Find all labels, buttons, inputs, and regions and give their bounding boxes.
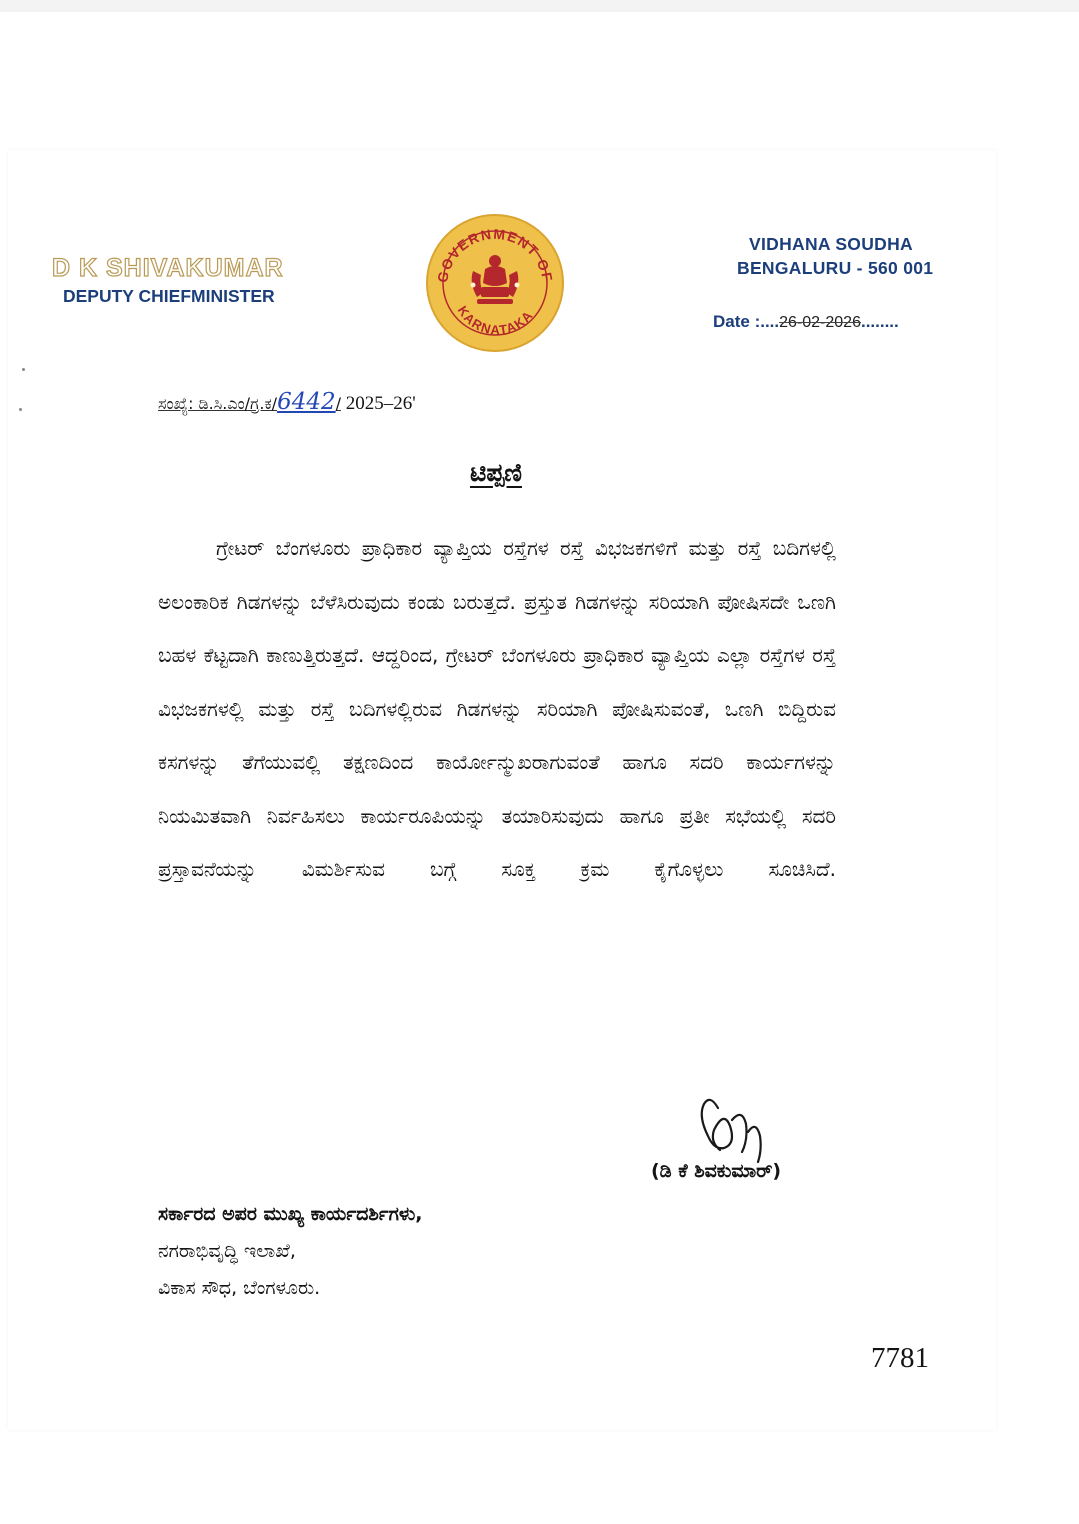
scan-top-band [0, 0, 1079, 12]
reference-prefix: ಸಂಖ್ಯೆ: ಡಿ.ಸಿ.ಎಂ/ಗ್ರ.ಕ/ [158, 394, 278, 413]
reference-handwritten-number: 6442 [277, 389, 336, 415]
date-suffix: ........ [860, 312, 899, 331]
scan-speck [19, 408, 22, 411]
government-seal [425, 213, 565, 353]
date-label: Date :.... [713, 312, 780, 331]
date-value: 26-02-2026 [779, 314, 861, 331]
handwritten-signature [690, 1090, 780, 1170]
seal-text-bottom: KARNATAKA [454, 303, 537, 338]
letterhead-designation: DEPUTY CHIEFMINISTER [63, 286, 275, 306]
seal-text-top: GOVERNMENT OF [434, 225, 556, 284]
reference-number [158, 389, 416, 415]
scan-speck [22, 368, 25, 371]
address-line-2: BENGALURU - 560 001 [737, 258, 934, 278]
addressee-block [158, 1196, 423, 1307]
addressee-line-1: ಸರ್ಕಾರದ ಅಪರ ಮುಖ್ಯ ಕಾರ್ಯದರ್ಶಿಗಳು, [158, 1203, 423, 1225]
letterhead-name: D K SHIVAKUMAR [52, 254, 284, 282]
signatory-name: (ಡಿ ಕೆ ಶಿವಕುಮಾರ್) [651, 1160, 782, 1182]
address-line-1: VIDHANA SOUDHA [749, 234, 913, 254]
reference-separator: / [335, 394, 341, 413]
date-row [713, 312, 899, 332]
inward-number: 7781 [871, 1342, 929, 1374]
note-body: ಗ್ರೇಟರ್ ಬೆಂಗಳೂರು ಪ್ರಾಧಿಕಾರ ವ್ಯಾಪ್ತಿಯ ರಸ್ತೆಗಳ ರಸ್ತೆ ವಿಭಜಕಗಳಿಗೆ ಮತ್ತು ರಸ್ತೆ ಬದಿಗಳಲ್ಲಿ ಅಲಂಕಾರಿಕ ಗಿಡಗಳನ್ನು ಬೆಳೆಸಿರುವುದು ಕಂಡು ಬರುತ್ತದೆ. ಪ್ರಸ್ತುತ ಗಿಡಗಳನ್ನು ಸರಿಯಾಗಿ ಪೋಷಿಸದೇ ಒಣಗಿ ಬಹಳ ಕೆಟ್ಟದಾಗಿ ಕಾಣುತ್ತಿರುತ್ತದೆ. ಆದ್ದರಿಂದ, ಗ್ರೇಟರ್ ಬೆಂಗಳೂರು ಪ್ರಾಧಿಕಾರ ವ್ಯಾಪ್ತಿಯ ಎಲ್ಲಾ ರಸ್ತೆಗಳ ರಸ್ತೆ ವಿಭಜಕಗಳಲ್ಲಿ ಮತ್ತು ರಸ್ತೆ ಬದಿಗಳಲ್ಲಿರುವ ಗಿಡಗಳನ್ನು ಸರಿಯಾಗಿ ಪೋಷಿಸುವಂತೆ, ಒಣಗಿ ಬಿದ್ದಿರುವ ಕಸಗಳನ್ನು ತೆಗೆಯುವಲ್ಲಿ ತಕ್ಷಣದಿಂದ ಕಾರ್ಯೋನ್ಮುಖರಾಗುವಂತೆ ಹಾಗೂ ಸದರಿ ಕಾರ್ಯಗಳನ್ನು ನಿಯಮಿತವಾಗಿ ನಿರ್ವಹಿಸಲು ಕಾರ್ಯರೂಪಿಯನ್ನು ತಯಾರಿಸುವುದು ಹಾಗೂ ಪ್ರತೀ ಸಭೆಯಲ್ಲಿ ಸದರಿ ಪ್ರಸ್ತಾವನೆಯನ್ನು ವಿಮರ್ಶಿಸುವ ಬಗ್ಗೆ ಸೂಕ್ತ ಕ್ರಮ ಕೈಗೊಳ್ಳಲು ಸೂಚಿಸಿದೆ. [158, 536, 836, 881]
note-heading: ಟಿಪ್ಪಣಿ [470, 458, 522, 487]
addressee-line-3: ವಿಕಾಸ ಸೌಧ, ಬೆಂಗಳೂರು. [158, 1277, 321, 1299]
reference-year: 2025–26' [341, 393, 416, 414]
addressee-line-2: ನಗರಾಭಿವೃದ್ಧಿ ಇಲಾಖೆ, [158, 1240, 296, 1262]
